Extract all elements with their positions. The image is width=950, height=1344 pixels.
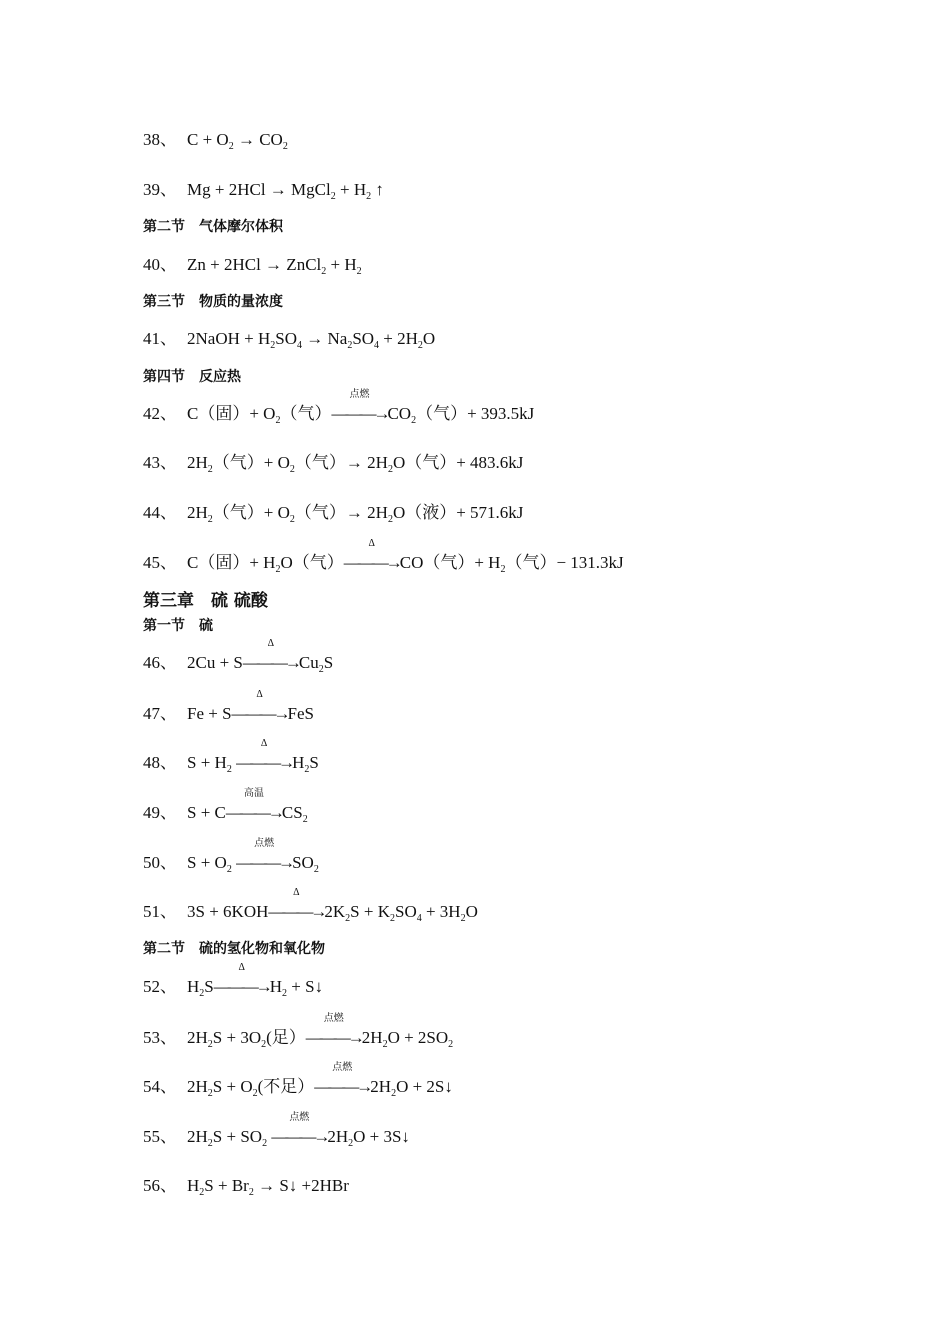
section-heading: 第二节 气体摩尔体积 xyxy=(143,219,283,235)
formula-text: S + C xyxy=(187,803,226,822)
equation-number: 52、 xyxy=(143,977,177,996)
equation-39 xyxy=(143,176,384,204)
arrow-line-icon: ———→ xyxy=(242,653,299,672)
equation-56 xyxy=(143,1172,349,1200)
equation-number: 43、 xyxy=(143,453,177,472)
equation-43 xyxy=(143,449,523,477)
formula-text: 2H xyxy=(361,1028,383,1047)
equation-48 xyxy=(143,738,319,777)
equation-number: 51、 xyxy=(143,902,177,921)
equation-formula xyxy=(187,538,624,575)
equation-number: 38、 xyxy=(143,130,177,149)
formula-text: S + O xyxy=(187,853,227,872)
formula-text: O + 3S↓ xyxy=(353,1127,410,1146)
formula-text: H xyxy=(187,977,200,996)
subscript: 2 xyxy=(275,564,281,575)
formula-text: CS xyxy=(281,803,303,822)
section-heading: 第四节 反应热 xyxy=(143,369,241,385)
equation-formula xyxy=(187,180,384,202)
formula-text: + S↓ xyxy=(287,977,324,996)
reaction-condition: 点燃 xyxy=(289,1112,310,1123)
formula-text: + H xyxy=(326,255,357,274)
arrow-line-icon: ———→ xyxy=(314,1077,371,1096)
formula-text: ↑ xyxy=(371,180,384,199)
reaction-arrow xyxy=(213,962,270,1001)
subscript: 2 xyxy=(275,415,281,426)
formula-text: C（固）+ H xyxy=(187,553,276,572)
subscript: 2 xyxy=(417,340,423,351)
formula-text: C（固）+ O xyxy=(187,404,276,423)
reaction-condition: 点燃 xyxy=(254,838,275,849)
formula-text: 2H xyxy=(327,1127,349,1146)
equation-formula xyxy=(187,638,334,675)
equation-formula xyxy=(187,130,288,152)
formula-text: CO xyxy=(387,404,412,423)
equation-number: 40、 xyxy=(143,255,177,274)
reaction-arrow xyxy=(314,1062,371,1101)
reaction-condition: Δ xyxy=(293,887,300,898)
reaction-arrow xyxy=(242,638,299,677)
equation-51 xyxy=(143,887,478,926)
arrow-line-icon: ———→ xyxy=(331,404,388,423)
equation-45 xyxy=(143,538,624,577)
formula-text: 2NaOH + H xyxy=(187,329,271,348)
subscript: 2 xyxy=(304,764,310,775)
subscript: 2 xyxy=(460,913,466,924)
formula-text: + 3H xyxy=(421,902,461,921)
formula-text: (不足） xyxy=(257,1077,315,1096)
formula-text: O（气）+ 483.6kJ xyxy=(392,453,524,472)
subscript: 2 xyxy=(345,913,351,924)
reaction-arrow xyxy=(236,738,293,777)
equation-41 xyxy=(143,325,435,353)
equation-formula xyxy=(187,329,436,351)
subscript: 2 xyxy=(391,1088,397,1099)
reaction-arrow xyxy=(236,838,293,877)
equation-formula xyxy=(187,838,319,875)
reaction-condition: 高温 xyxy=(243,788,264,799)
formula-text: S + 3O xyxy=(212,1028,262,1047)
reaction-condition: 点燃 xyxy=(332,1062,353,1073)
equation-formula xyxy=(187,738,319,775)
equation-formula xyxy=(187,1176,349,1198)
formula-text: FeS xyxy=(287,704,315,723)
subscript: 2 xyxy=(261,1039,267,1050)
arrow-line-icon: ———→ xyxy=(271,1127,328,1146)
formula-text: （气）+ O xyxy=(212,503,290,522)
arrow-line-icon: ———→ xyxy=(236,753,293,772)
reaction-condition: 点燃 xyxy=(323,1013,344,1024)
arrow-line-icon: ———→ xyxy=(225,803,282,822)
formula-text: S xyxy=(204,977,214,996)
subscript: 2 xyxy=(289,464,295,475)
arrow-line-icon: ———→ xyxy=(236,853,293,872)
formula-text: O xyxy=(422,329,436,348)
subscript: 2 xyxy=(226,764,232,775)
equation-formula xyxy=(187,503,524,525)
subscript: 4 xyxy=(416,913,422,924)
subscript: 2 xyxy=(289,514,295,525)
formula-text: H xyxy=(269,977,283,996)
formula-text: 2H xyxy=(187,1127,208,1146)
subscript: 2 xyxy=(207,1088,213,1099)
reaction-arrow xyxy=(271,1112,328,1151)
formula-text: Mg + 2HCl → MgCl xyxy=(187,180,331,199)
reaction-condition: Δ xyxy=(256,689,263,700)
reaction-arrow xyxy=(343,538,400,577)
formula-text: CO（气）+ H xyxy=(399,553,501,572)
equation-52 xyxy=(143,962,324,1001)
chapter-heading: 第三章 硫 硫酸 xyxy=(143,591,268,611)
formula-text: S + O xyxy=(212,1077,253,1096)
formula-text: （气）→ 2H xyxy=(294,503,388,522)
formula-text: SO xyxy=(394,902,417,921)
subscript: 2 xyxy=(500,564,506,575)
formula-text: （气） xyxy=(280,404,332,423)
formula-text: SO xyxy=(352,329,375,348)
formula-text: Zn + 2HCl → ZnCl xyxy=(187,255,322,274)
subscript: 2 xyxy=(262,1138,268,1149)
formula-text: O + 2SO xyxy=(387,1028,449,1047)
formula-text: 2Cu + S xyxy=(187,653,243,672)
reaction-condition: Δ xyxy=(238,962,245,973)
subscript: 2 xyxy=(387,514,393,525)
formula-text: （气）− 131.3kJ xyxy=(505,553,624,572)
equation-number: 42、 xyxy=(143,404,177,423)
formula-text: → Na xyxy=(301,329,348,348)
formula-text: 2K xyxy=(324,902,346,921)
formula-text: (足） xyxy=(266,1028,306,1047)
subscript: 2 xyxy=(226,864,232,875)
formula-text: （气）→ 2H xyxy=(294,453,388,472)
equation-number: 47、 xyxy=(143,704,177,723)
formula-text: SO xyxy=(275,329,297,348)
subscript: 2 xyxy=(387,464,393,475)
reaction-condition: Δ xyxy=(267,638,275,649)
arrow-line-icon: ———→ xyxy=(343,553,400,572)
formula-text: 3S + 6KOH xyxy=(187,902,269,921)
subscript: 2 xyxy=(366,191,372,202)
equation-formula xyxy=(187,389,535,426)
formula-text: Fe + S xyxy=(187,704,232,723)
subscript: 2 xyxy=(199,988,205,999)
subscript: 2 xyxy=(248,1187,254,1198)
equation-formula xyxy=(187,689,315,723)
reaction-condition: Δ xyxy=(260,738,268,749)
subscript: 4 xyxy=(296,340,302,351)
equation-number: 39、 xyxy=(143,180,177,199)
section-heading: 第三节 物质的量浓度 xyxy=(143,294,283,310)
formula-text: 2H xyxy=(187,1028,208,1047)
equation-formula xyxy=(187,1062,453,1099)
equation-formula xyxy=(187,962,324,999)
subscript: 2 xyxy=(252,1088,258,1099)
formula-text: 2H xyxy=(187,1077,208,1096)
equation-38 xyxy=(143,126,288,154)
formula-text: → CO xyxy=(233,130,283,149)
reaction-arrow xyxy=(231,689,288,728)
equation-formula xyxy=(187,1112,410,1149)
subscript: 2 xyxy=(207,464,213,475)
equation-number: 53、 xyxy=(143,1028,177,1047)
formula-text: S + K xyxy=(350,902,390,921)
subscript: 4 xyxy=(374,340,380,351)
formula-text: S xyxy=(309,753,319,772)
arrow-line-icon: ———→ xyxy=(268,902,325,921)
formula-text: SO xyxy=(292,853,314,872)
subscript: 2 xyxy=(302,814,308,825)
formula-text: （气）+ O xyxy=(212,453,290,472)
formula-text: → S↓ +2HBr xyxy=(253,1176,349,1195)
equation-number: 44、 xyxy=(143,503,177,522)
equation-formula xyxy=(187,1013,454,1050)
formula-text: 2H xyxy=(187,453,208,472)
equation-number: 45、 xyxy=(143,553,177,572)
equation-number: 41、 xyxy=(143,329,177,348)
equation-46 xyxy=(143,638,334,677)
subscript: 2 xyxy=(270,340,276,351)
equation-number: 54、 xyxy=(143,1077,177,1096)
equation-number: 46、 xyxy=(143,653,177,672)
formula-text: + 2H xyxy=(379,329,418,348)
subscript: 2 xyxy=(330,191,336,202)
formula-text: + H xyxy=(335,180,367,199)
equation-number: 48、 xyxy=(143,753,177,772)
equation-formula xyxy=(187,255,362,277)
subscript: 2 xyxy=(207,514,213,525)
subscript: 2 xyxy=(321,266,327,277)
equation-formula xyxy=(187,887,478,924)
equation-53 xyxy=(143,1013,454,1052)
subscript: 2 xyxy=(207,1039,213,1050)
subscript: 2 xyxy=(199,1187,205,1198)
formula-text: 2H xyxy=(187,503,208,522)
formula-text: H xyxy=(187,1176,200,1195)
formula-text: O xyxy=(465,902,478,921)
subscript: 2 xyxy=(382,1039,388,1050)
reaction-condition: 点燃 xyxy=(349,389,370,400)
equation-42 xyxy=(143,389,535,428)
reaction-arrow xyxy=(225,788,282,827)
formula-text: H xyxy=(292,753,305,772)
equation-number: 49、 xyxy=(143,803,177,822)
subscript: 2 xyxy=(448,1039,454,1050)
equation-formula xyxy=(187,788,308,825)
subscript: 2 xyxy=(313,864,319,875)
equation-49 xyxy=(143,788,308,827)
formula-text: 2H xyxy=(370,1077,392,1096)
formula-text: （气）+ 393.5kJ xyxy=(416,404,535,423)
reaction-arrow xyxy=(268,887,325,926)
subscript: 2 xyxy=(228,141,234,152)
subscript: 2 xyxy=(411,415,417,426)
subscript: 2 xyxy=(348,1138,354,1149)
subscript: 2 xyxy=(356,266,362,277)
equation-formula xyxy=(187,453,524,475)
arrow-line-icon: ———→ xyxy=(231,704,288,723)
formula-text: S + Br xyxy=(204,1176,249,1195)
subscript: 2 xyxy=(282,141,288,152)
equation-44 xyxy=(143,499,523,527)
section-heading: 第一节 硫 xyxy=(143,618,213,634)
arrow-line-icon: ———→ xyxy=(305,1028,362,1047)
subscript: 2 xyxy=(347,340,353,351)
equation-47 xyxy=(143,689,315,728)
formula-text: Cu xyxy=(298,653,319,672)
formula-text: O（气） xyxy=(280,553,344,572)
equation-50 xyxy=(143,838,319,877)
equation-number: 55、 xyxy=(143,1127,177,1146)
formula-text: S + SO xyxy=(212,1127,263,1146)
equation-40 xyxy=(143,251,362,279)
equation-number: 56、 xyxy=(143,1176,177,1195)
equation-55 xyxy=(143,1112,410,1151)
arrow-line-icon: ———→ xyxy=(213,977,270,996)
subscript: 2 xyxy=(207,1138,213,1149)
equation-54 xyxy=(143,1062,453,1101)
formula-text: C + O xyxy=(187,130,229,149)
equation-number: 50、 xyxy=(143,853,177,872)
reaction-condition: Δ xyxy=(368,538,375,549)
formula-text: O（液）+ 571.6kJ xyxy=(392,503,524,522)
subscript: 2 xyxy=(389,913,395,924)
subscript: 2 xyxy=(282,988,288,999)
formula-text: S xyxy=(323,653,334,672)
reaction-arrow xyxy=(305,1013,362,1052)
formula-text: S + H xyxy=(187,753,227,772)
formula-text: O + 2S↓ xyxy=(396,1077,453,1096)
reaction-arrow xyxy=(331,389,388,428)
section-heading: 第二节 硫的氢化物和氧化物 xyxy=(143,941,325,957)
subscript: 2 xyxy=(318,664,324,675)
